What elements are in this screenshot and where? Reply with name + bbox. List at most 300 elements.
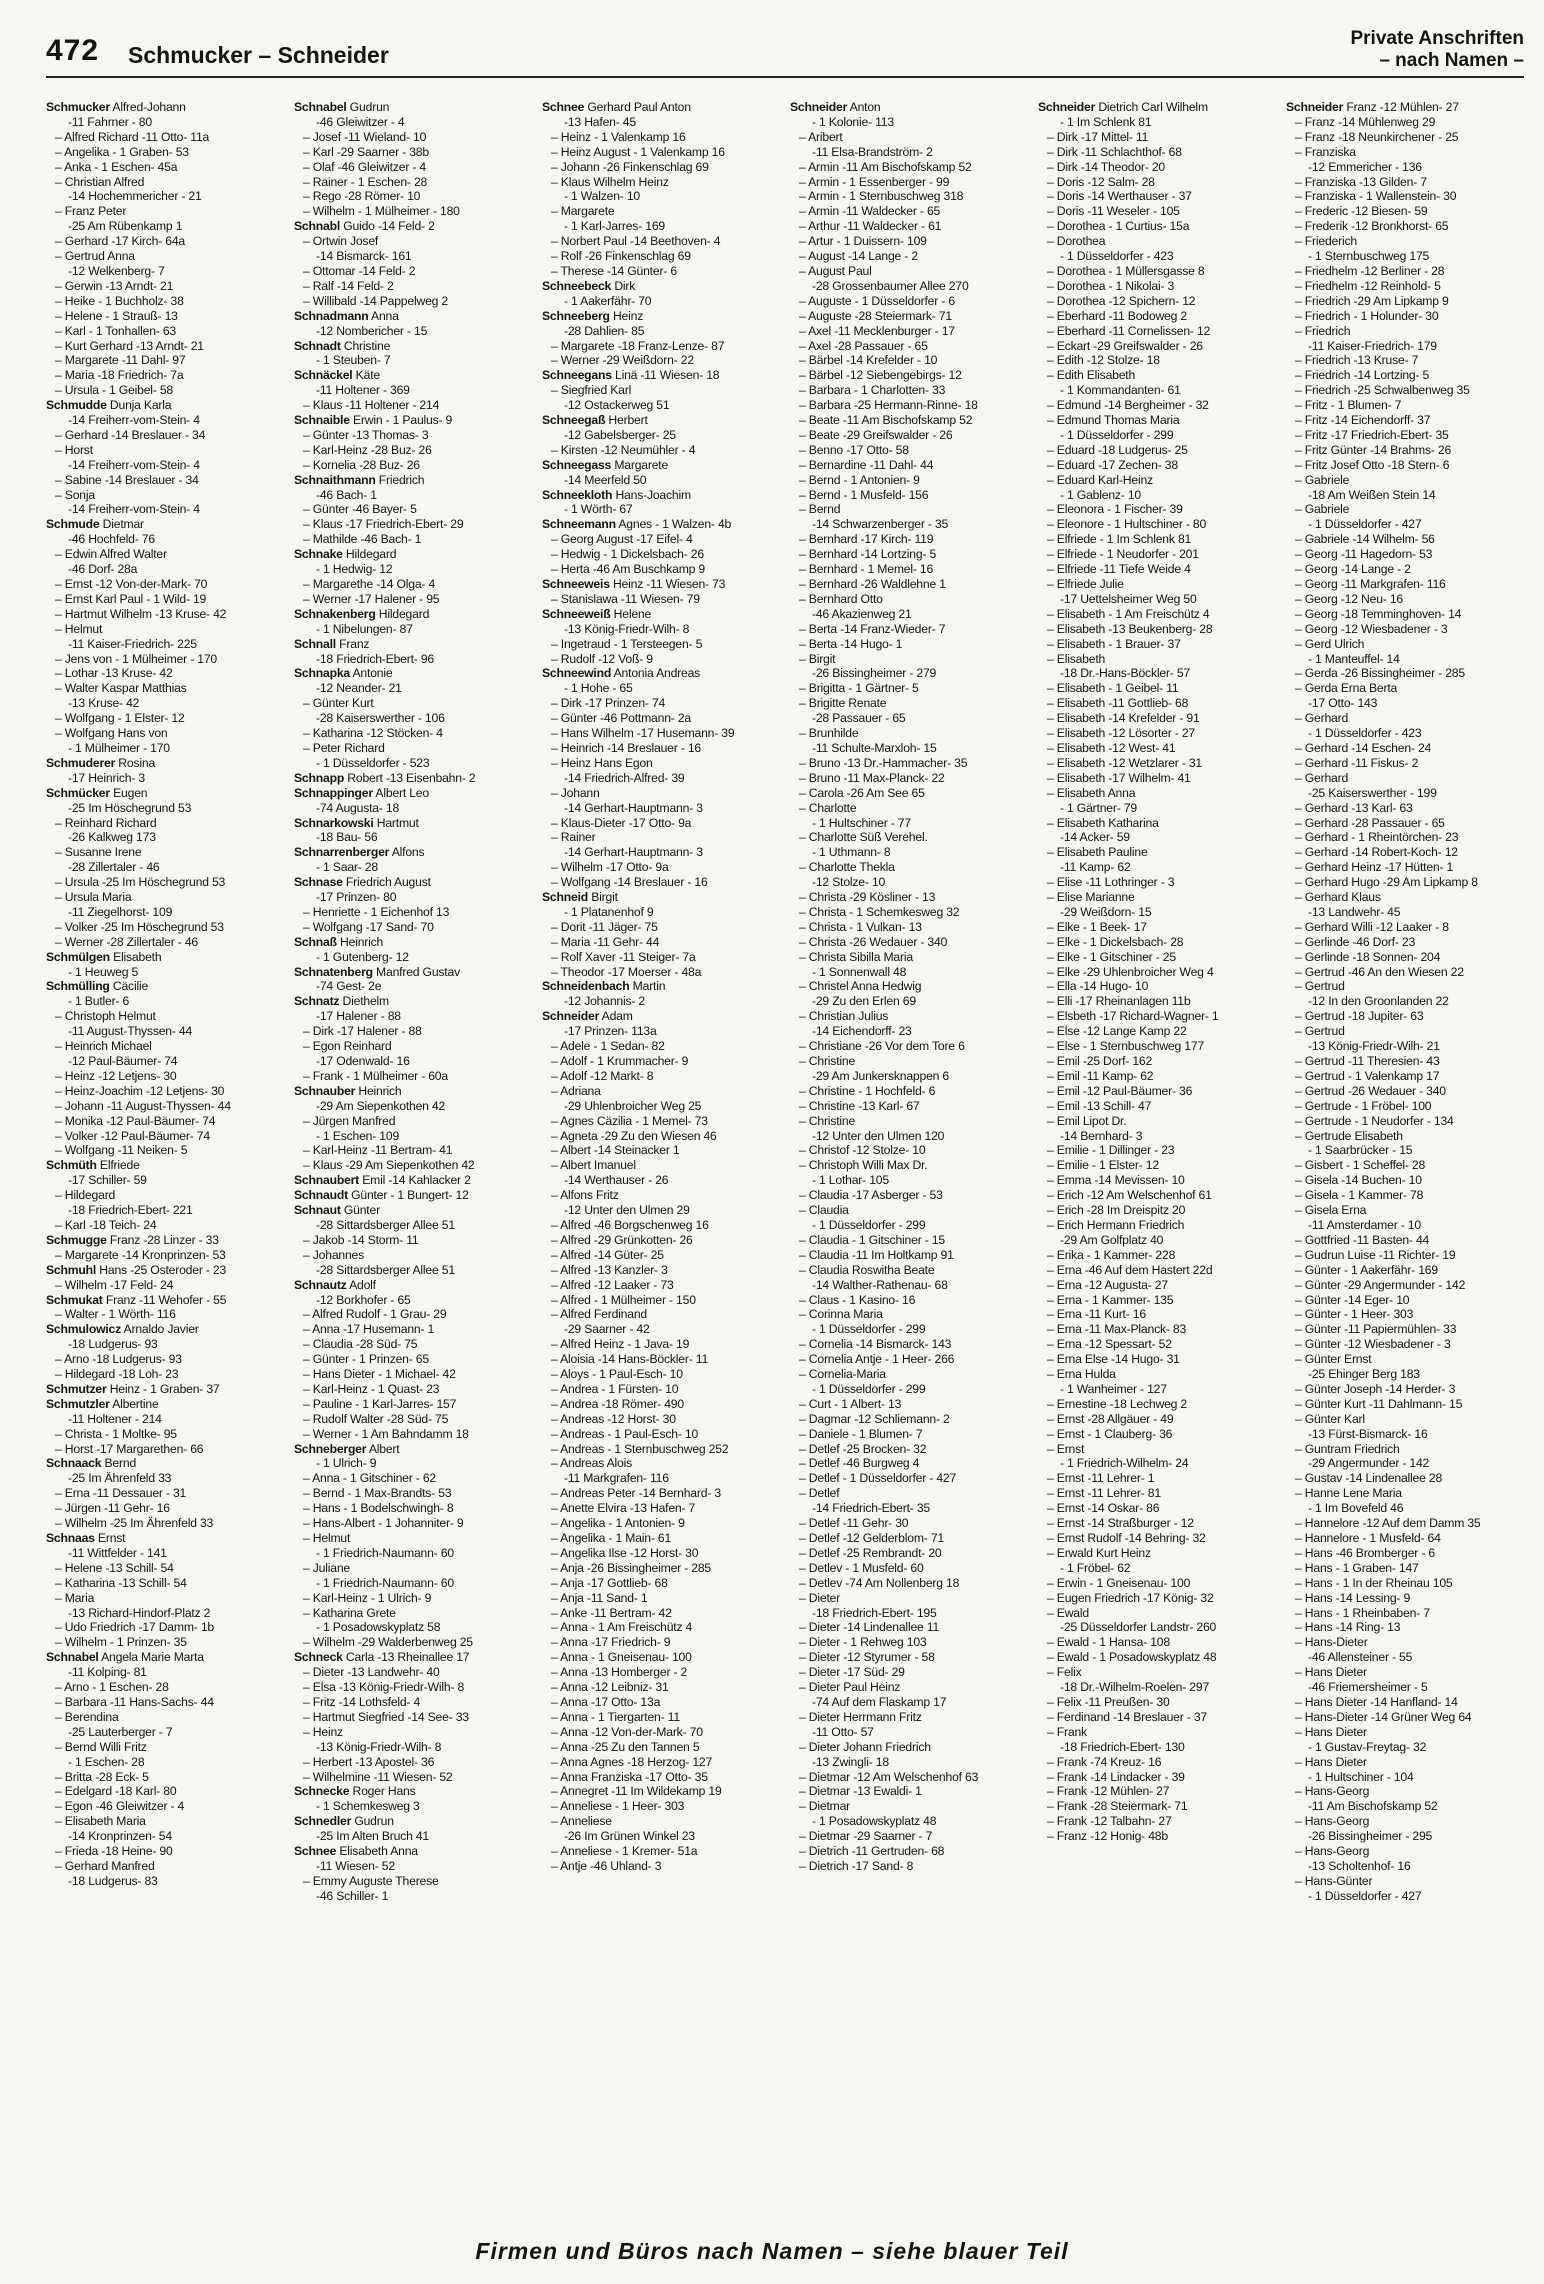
address-line: - 1 Gustav-Freytag- 32 bbox=[1308, 1739, 1427, 1754]
surname: Schnee bbox=[542, 100, 585, 114]
sub-entry: – Anja -26 Bissingheimer - 285 bbox=[551, 1560, 711, 1575]
sub-entry: – Jürgen Manfred bbox=[303, 1113, 396, 1128]
address-line: -29 Am Junkersknappen 6 bbox=[812, 1068, 949, 1083]
sub-entry: – Helene -13 Schill- 54 bbox=[55, 1560, 174, 1575]
surname-entry bbox=[294, 771, 536, 786]
sub-entry: – Anette Elvira -13 Hafen- 7 bbox=[551, 1501, 696, 1516]
address-line: - 1 Hohe - 65 bbox=[564, 681, 633, 696]
address-line: -14 Gerhart-Hauptmann- 3 bbox=[564, 845, 703, 860]
sub-entry: – Daniele - 1 Blumen- 7 bbox=[799, 1426, 923, 1441]
sub-entry: – Ursula - 1 Geibel- 58 bbox=[55, 383, 174, 398]
sub-entry: – Franziska - 1 Wallenstein- 30 bbox=[1295, 189, 1457, 204]
sub-entry: – Franz Peter bbox=[55, 204, 127, 219]
sub-entry: – Christa -29 Kösliner - 13 bbox=[799, 890, 936, 905]
sub-entry: – Charlotte bbox=[799, 800, 857, 815]
address-line: - 1 Wörth- 67 bbox=[564, 502, 633, 517]
sub-entry: – Johann -26 Finkenschlag 69 bbox=[551, 159, 709, 174]
sub-entry: – Ernst Rudolf -14 Behring- 32 bbox=[1047, 1531, 1206, 1545]
sub-entry: – Friedrich - 1 Holunder- 30 bbox=[1295, 308, 1439, 323]
surname-entry bbox=[294, 1442, 536, 1457]
sub-entry: – Elsbeth -17 Richard-Wagner- 1 bbox=[1047, 1009, 1219, 1024]
address-line: -17 Uettelsheimer Weg 50 bbox=[1060, 591, 1197, 606]
sub-entry: – Frederic -12 Biesen- 59 bbox=[1295, 204, 1428, 219]
sub-entry: – Erich -12 Am Welschenhof 61 bbox=[1047, 1188, 1212, 1203]
sub-entry: – Heinz bbox=[303, 1724, 343, 1739]
surname: Schneeweiß bbox=[542, 606, 611, 621]
address-line: -17 Heinrich- 3 bbox=[68, 770, 145, 785]
sub-entry: – Erna -11 Kurt- 16 bbox=[1047, 1307, 1146, 1322]
sub-entry: – Katharina Grete bbox=[303, 1605, 396, 1620]
sub-entry: – Karl-Heinz - 1 Quast- 23 bbox=[303, 1381, 440, 1396]
surname: Schneekloth bbox=[542, 487, 613, 502]
sub-entry: – Hans Dieter bbox=[1295, 1665, 1367, 1680]
sub-entry: – Ernestine -18 Lechweg 2 bbox=[1047, 1396, 1187, 1411]
address-line: - 1 Sonnenwall 48 bbox=[812, 964, 907, 979]
surname: Schnarrenberger bbox=[294, 845, 390, 860]
sub-entry: – Hannelore - 1 Musfeld- 64 bbox=[1295, 1531, 1441, 1545]
surname-entry bbox=[294, 666, 536, 681]
surname-entry bbox=[1038, 100, 1280, 115]
sub-entry: – Anja -11 Sand- 1 bbox=[551, 1590, 648, 1605]
sub-entry: – Charlotte Süß Verehel. bbox=[799, 830, 928, 845]
address-line: - 1 Manteuffel- 14 bbox=[1308, 651, 1400, 666]
surname-entry bbox=[294, 935, 536, 950]
sub-entry: – Rainer bbox=[551, 830, 596, 845]
sub-entry: – Elise Marianne bbox=[1047, 890, 1135, 905]
address-line: -12 Nombericher - 15 bbox=[316, 323, 428, 338]
sub-entry: – Hans Dieter - 1 Michael- 42 bbox=[303, 1367, 456, 1382]
address-line: -74 Gest- 2e bbox=[316, 979, 382, 994]
address-line: -26 Bissingheimer - 279 bbox=[812, 666, 937, 681]
address-line: -13 Kruse- 42 bbox=[68, 696, 140, 711]
surname-entry bbox=[46, 979, 288, 994]
surname-entry bbox=[294, 1814, 536, 1829]
address-line: - 1 Ulrich- 9 bbox=[316, 1456, 377, 1471]
sub-entry: – Helmut bbox=[303, 1531, 351, 1545]
address-line: -13 König-Friedr-Wilh- 21 bbox=[1308, 1039, 1440, 1054]
address-line: -11 Holtener - 214 bbox=[68, 1411, 162, 1426]
surname-entry bbox=[542, 607, 784, 622]
address-line: -25 Lauterberger - 7 bbox=[68, 1724, 173, 1739]
entry-detail: Hildegard bbox=[375, 606, 430, 621]
sub-entry: – Armin -11 Waldecker - 65 bbox=[799, 204, 941, 219]
sub-entry: – Aribert bbox=[799, 129, 843, 144]
sub-entry: – Volker -12 Paul-Bäumer- 74 bbox=[55, 1128, 210, 1143]
sub-entry: – Aloys - 1 Paul-Esch- 10 bbox=[551, 1367, 683, 1382]
surname: Schnarkowski bbox=[294, 815, 374, 830]
sub-entry: – Ewald - 1 Posadowskyplatz 48 bbox=[1047, 1650, 1217, 1665]
surname-entry bbox=[542, 309, 784, 324]
sub-entry: – Eberhard -11 Bodoweg 2 bbox=[1047, 308, 1187, 323]
address-line: -12 Neander- 21 bbox=[316, 681, 402, 696]
sub-entry: – Curt - 1 Albert- 13 bbox=[799, 1396, 902, 1411]
surname-entry bbox=[542, 577, 784, 592]
surname-entry bbox=[1286, 100, 1528, 115]
sub-entry: – Friedrich -13 Kruse- 7 bbox=[1295, 353, 1419, 368]
surname: Schmukat bbox=[46, 1292, 103, 1307]
surname: Schneegans bbox=[542, 368, 612, 383]
address-line: -28 Sittardsberger Allee 51 bbox=[316, 1262, 455, 1277]
sub-entry: – Emil -13 Schill- 47 bbox=[1047, 1098, 1152, 1113]
sub-entry: – Dagmar -12 Schliemann- 2 bbox=[799, 1411, 950, 1426]
entry-detail: Heinz - 1 Graben- 37 bbox=[106, 1381, 220, 1396]
surname-entry bbox=[294, 309, 536, 324]
sub-entry: – Ernst -12 Von-der-Mark- 70 bbox=[55, 577, 208, 591]
sub-entry: – Elfriede - 1 Neudorfer - 201 bbox=[1047, 547, 1199, 562]
sub-entry: – Christiane -26 Vor dem Tore 6 bbox=[799, 1039, 965, 1054]
sub-entry: – Erna -12 Augusta- 27 bbox=[1047, 1277, 1168, 1292]
address-line: -46 Dorf- 28a bbox=[68, 562, 138, 577]
sub-entry: – Gertrud - 1 Valenkamp 17 bbox=[1295, 1068, 1440, 1083]
sub-entry: – Barbara - 1 Charlotten- 33 bbox=[799, 383, 946, 398]
sub-entry: – Gerd Ulrich bbox=[1295, 636, 1365, 651]
entry-detail: Elisabeth Anna bbox=[336, 1844, 418, 1859]
surname: Schnaible bbox=[294, 413, 350, 428]
sub-entry: – Erna - 1 Kammer- 135 bbox=[1047, 1292, 1174, 1307]
address-line: -29 Uhlenbroicher Weg 25 bbox=[564, 1098, 702, 1113]
surname: Schneck bbox=[294, 1650, 343, 1665]
sub-entry: – Dietmar -13 Ewaldi- 1 bbox=[799, 1784, 922, 1799]
entry-detail: Linä -11 Wiesen- 18 bbox=[611, 368, 720, 383]
sub-entry: – Reinhard Richard bbox=[55, 815, 157, 830]
sub-entry: – Elise -11 Lothringer - 3 bbox=[1047, 875, 1175, 890]
sub-entry: – Andreas Alois bbox=[551, 1456, 633, 1471]
sub-entry: – Agnes Cäzilia - 1 Memel- 73 bbox=[551, 1113, 708, 1128]
sub-entry: – Georg -11 Hagedorn- 53 bbox=[1295, 547, 1433, 562]
sub-entry: – Armin - 1 Essenberger - 99 bbox=[799, 174, 950, 189]
address-line: -28 Dahlien- 85 bbox=[564, 323, 645, 338]
surname-entry bbox=[46, 756, 288, 771]
surname: Schnake bbox=[294, 547, 343, 562]
sub-entry: – Heinrich Michael bbox=[55, 1039, 152, 1054]
sub-entry: – Hildegard bbox=[55, 1188, 116, 1203]
address-line: - 1 Mülheimer - 170 bbox=[68, 740, 170, 755]
address-line: - 1 Düsseldorfer - 523 bbox=[316, 755, 430, 770]
sub-entry: – Susanne Irene bbox=[55, 845, 142, 860]
sub-entry: – Gertrud bbox=[1295, 1024, 1345, 1039]
sub-entry: – Alfred Heinz - 1 Java- 19 bbox=[551, 1337, 690, 1352]
sub-entry: – Elisabeth Pauline bbox=[1047, 845, 1148, 860]
entry-detail: Emil -14 Kahlacker 2 bbox=[359, 1173, 471, 1188]
entry-detail: Heinz bbox=[609, 308, 644, 323]
address-line: -29 Zu den Erlen 69 bbox=[812, 994, 916, 1009]
directory-column bbox=[1286, 100, 1528, 2230]
sub-entry: – Wilhelm -29 Walderbenweg 25 bbox=[303, 1635, 473, 1650]
sub-entry: – Eduard -17 Zechen- 38 bbox=[1047, 457, 1178, 472]
sub-entry: – Barbara -11 Hans-Sachs- 44 bbox=[55, 1694, 214, 1709]
sub-entry: – Georg -11 Markgrafen- 116 bbox=[1295, 577, 1446, 591]
sub-entry: – Hartmut Wilhelm -13 Kruse- 42 bbox=[55, 606, 227, 621]
sub-entry: – Christian Alfred bbox=[55, 174, 145, 189]
sub-entry: – Elisabeth -12 Wetzlarer - 31 bbox=[1047, 755, 1202, 770]
sub-entry: – Berendina bbox=[55, 1709, 119, 1724]
address-line: -18 Ludgerus- 83 bbox=[68, 1873, 158, 1888]
sub-entry: – Gabriele -14 Wilhelm- 56 bbox=[1295, 532, 1435, 547]
address-line: -14 Bernhard- 3 bbox=[1060, 1128, 1143, 1143]
sub-entry: – Gertrud -26 Wedauer - 340 bbox=[1295, 1083, 1446, 1098]
surname: Schnapp bbox=[294, 770, 345, 785]
sub-entry: – Udo Friedrich -17 Damm- 1b bbox=[55, 1620, 214, 1635]
sub-entry: – Horst bbox=[55, 442, 93, 457]
sub-entry: – Dieter Herrmann Fritz bbox=[799, 1709, 922, 1724]
surname: Schnabl bbox=[294, 219, 341, 234]
surname: Schnall bbox=[294, 636, 336, 651]
address-line: - 1 Düsseldorfer - 299 bbox=[1060, 427, 1174, 442]
surname-entry bbox=[542, 666, 784, 681]
sub-entry: – Anna - 1 Am Freischütz 4 bbox=[551, 1620, 693, 1635]
sub-entry: – Emil -25 Dorf- 162 bbox=[1047, 1054, 1153, 1068]
address-line: - 1 Fröbel- 62 bbox=[1060, 1560, 1131, 1575]
entry-detail: Robert -13 Eisenbahn- 2 bbox=[344, 770, 476, 785]
sub-entry: – Anneliese - 1 Heer- 303 bbox=[551, 1799, 685, 1814]
address-line: -12 Unter den Ulmen 29 bbox=[564, 1203, 690, 1218]
surname-entry bbox=[542, 979, 784, 994]
address-line: -17 Prinzen- 113a bbox=[564, 1024, 657, 1039]
sub-entry: – Hans - 1 Graben- 147 bbox=[1295, 1560, 1419, 1575]
page-header bbox=[46, 28, 1524, 78]
address-line: -18 Dr.-Hans-Böckler- 57 bbox=[1060, 666, 1190, 681]
surname-entry bbox=[294, 1844, 536, 1859]
sub-entry: – Dirk -17 Mittel- 11 bbox=[1047, 129, 1149, 144]
sub-entry: – Frank -28 Steiermark- 71 bbox=[1047, 1799, 1188, 1814]
sub-entry: – Christa - 1 Schemkesweg 32 bbox=[799, 904, 960, 919]
surname-entry bbox=[542, 890, 784, 905]
sub-entry: – Elisabeth - 1 Am Freischütz 4 bbox=[1047, 606, 1210, 621]
sub-entry: – Hans - 1 Bodelschwingh- 8 bbox=[303, 1501, 454, 1516]
sub-entry: – Hedwig - 1 Dickelsbach- 26 bbox=[551, 547, 704, 562]
surname: Schneebeck bbox=[542, 278, 612, 293]
sub-entry: – Johann bbox=[551, 785, 600, 800]
sub-entry: – Wilhelm -25 Im Ährenfeld 33 bbox=[55, 1516, 214, 1531]
sub-entry: – Adolf - 1 Krummacher- 9 bbox=[551, 1054, 689, 1068]
sub-entry: – Ewald - 1 Hansa- 108 bbox=[1047, 1635, 1170, 1650]
entry-detail: Alfons bbox=[389, 845, 425, 860]
address-line: -28 Grossenbaumer Allee 270 bbox=[812, 278, 969, 293]
address-line: -18 Friedrich-Ebert- 221 bbox=[68, 1203, 193, 1218]
entry-detail: Carla -13 Rheinallee 17 bbox=[342, 1650, 470, 1665]
surname-entry bbox=[542, 458, 784, 473]
sub-entry: – Eugen Friedrich -17 König- 32 bbox=[1047, 1590, 1214, 1605]
sub-entry: – Günter Kurt -11 Dahlmann- 15 bbox=[1295, 1396, 1463, 1411]
sub-entry: – Cornelia Antje - 1 Heer- 266 bbox=[799, 1352, 955, 1367]
sub-entry: – Doris -14 Werthauser - 37 bbox=[1047, 189, 1192, 204]
surname: Schmugge bbox=[46, 1232, 107, 1247]
sub-entry: – Rolf Xaver -11 Steiger- 7a bbox=[551, 949, 696, 964]
address-line: - 1 Hultschiner - 104 bbox=[1308, 1769, 1414, 1784]
surname-entry bbox=[294, 219, 536, 234]
sub-entry: – Bärbel -12 Siebengebirgs- 12 bbox=[799, 368, 962, 383]
sub-entry: – Claudia -28 Süd- 75 bbox=[303, 1337, 418, 1352]
sub-entry: – Helmut bbox=[55, 621, 103, 636]
sub-entry: – Gerwin -13 Arndt- 21 bbox=[55, 278, 174, 293]
surname-entry bbox=[294, 1173, 536, 1188]
sub-entry: – Elsa -13 König-Friedr-Wilh- 8 bbox=[303, 1680, 465, 1695]
surname-entry bbox=[46, 1382, 288, 1397]
sub-entry: – Georg -12 Wiesbadener - 3 bbox=[1295, 621, 1448, 636]
entry-detail: Franz -12 Mühlen- 27 bbox=[1343, 100, 1459, 114]
header-right-line2: – nach Namen – bbox=[1379, 50, 1524, 71]
entry-detail: Dietmar bbox=[99, 517, 144, 532]
sub-entry: – Maria -18 Friedrich- 7a bbox=[55, 368, 184, 383]
surname-entry bbox=[294, 816, 536, 831]
address-line: -25 Im Ährenfeld 33 bbox=[68, 1471, 172, 1486]
sub-entry: – Hartmut Siegfried -14 See- 33 bbox=[303, 1709, 469, 1724]
address-line: - 1 Düsseldorfer - 423 bbox=[1060, 249, 1174, 264]
sub-entry: – Andreas - 1 Paul-Esch- 10 bbox=[551, 1426, 699, 1441]
surname: Schnaithmann bbox=[294, 472, 376, 487]
address-line: -12 Paul-Bäumer- 74 bbox=[68, 1054, 178, 1068]
address-line: -13 Hafen- 45 bbox=[564, 114, 636, 129]
sub-entry: – Elisabeth Anna bbox=[1047, 785, 1136, 800]
sub-entry: – Günter Karl bbox=[1295, 1411, 1365, 1426]
address-line: -18 Am Weißen Stein 14 bbox=[1308, 487, 1436, 502]
sub-entry: – Hans -14 Ring- 13 bbox=[1295, 1620, 1401, 1635]
entry-detail: Agnes - 1 Walzen- 4b bbox=[615, 517, 732, 532]
sub-entry: – Margarete -14 Kronprinzen- 53 bbox=[55, 1247, 226, 1262]
sub-entry: – Kirsten -12 Neumühler - 4 bbox=[551, 442, 696, 457]
address-line: -74 Auf dem Flaskamp 17 bbox=[812, 1694, 947, 1709]
entry-detail: Eugen bbox=[109, 785, 148, 800]
address-line: -14 Freiherr-vom-Stein- 4 bbox=[68, 413, 200, 428]
address-line: -13 Richard-Hindorf-Platz 2 bbox=[68, 1605, 211, 1620]
sub-entry: – Emil -11 Kamp- 62 bbox=[1047, 1068, 1154, 1083]
sub-entry: – Felix bbox=[1047, 1665, 1082, 1680]
surname: Schmucker bbox=[46, 100, 110, 114]
sub-entry: – Frank bbox=[1047, 1724, 1087, 1739]
surname-entry bbox=[46, 1456, 288, 1471]
address-line: - 1 Posadowskyplatz 48 bbox=[812, 1814, 937, 1829]
address-line: -17 Schiller- 59 bbox=[68, 1173, 147, 1188]
surname: Schmüth bbox=[46, 1158, 97, 1173]
sub-entry: – Elisabeth -12 West- 41 bbox=[1047, 740, 1176, 755]
sub-entry: – Elke -29 Uhlenbroicher Weg 4 bbox=[1047, 964, 1214, 979]
sub-entry: – August Paul bbox=[799, 263, 872, 278]
entry-detail: Guido -14 Feld- 2 bbox=[340, 219, 435, 234]
sub-entry: – Anna -13 Homberger - 2 bbox=[551, 1665, 688, 1680]
sub-entry: – Friederich bbox=[1295, 234, 1357, 249]
surname: Schnaubert bbox=[294, 1173, 360, 1188]
sub-entry: – Detlef -25 Rembrandt- 20 bbox=[799, 1545, 942, 1560]
sub-entry: – Gisela -14 Buchen- 10 bbox=[1295, 1173, 1422, 1188]
sub-entry: – Ferdinand -14 Breslauer - 37 bbox=[1047, 1709, 1207, 1724]
sub-entry: – Dieter Paul Heinz bbox=[799, 1680, 901, 1695]
sub-entry: – Elisabeth - 1 Brauer- 37 bbox=[1047, 636, 1181, 651]
sub-entry: – Christine - 1 Hochfeld- 6 bbox=[799, 1083, 936, 1098]
address-line: -14 Freiherr-vom-Stein- 4 bbox=[68, 502, 200, 517]
address-line: - 1 Karl-Jarres- 169 bbox=[564, 219, 665, 234]
directory-columns bbox=[46, 100, 1524, 2230]
sub-entry: – Günter - 1 Heer- 303 bbox=[1295, 1307, 1414, 1322]
entry-detail: Manfred Gustav bbox=[372, 964, 460, 979]
sub-entry: – Maria bbox=[55, 1590, 95, 1605]
sub-entry: – Elfriede - 1 Im Schlenk 81 bbox=[1047, 532, 1192, 547]
sub-entry: – Heinrich -14 Breslauer - 16 bbox=[551, 740, 702, 755]
entry-detail: Erwin - 1 Paulus- 9 bbox=[349, 413, 453, 428]
entry-detail: Heinz -11 Wiesen- 73 bbox=[609, 577, 726, 591]
sub-entry: – Ernst -28 Allgäuer - 49 bbox=[1047, 1411, 1174, 1426]
surname-entry bbox=[294, 1650, 536, 1665]
address-line: -11 Holtener - 369 bbox=[316, 383, 410, 398]
surname: Schnatenberg bbox=[294, 964, 373, 979]
entry-detail: Herbert bbox=[605, 413, 648, 428]
sub-entry: – Christine -13 Karl- 67 bbox=[799, 1098, 920, 1113]
sub-entry: – Ernst -14 Straßburger - 12 bbox=[1047, 1516, 1194, 1531]
sub-entry: – Christa - 1 Vulkan- 13 bbox=[799, 919, 922, 934]
sub-entry: – Detlev -74 Am Nollenberg 18 bbox=[799, 1575, 960, 1590]
address-line: -14 Gerhart-Hauptmann- 3 bbox=[564, 800, 703, 815]
entry-detail: Helene bbox=[610, 606, 652, 621]
address-line: - 1 Düsseldorfer - 427 bbox=[1308, 1888, 1422, 1903]
sub-entry: – Cornelia -14 Bismarck- 143 bbox=[799, 1337, 952, 1352]
surname: Schneider bbox=[1038, 100, 1096, 114]
address-line: -11 Wittfelder - 141 bbox=[68, 1545, 167, 1560]
entry-detail: Adam bbox=[599, 1009, 633, 1024]
sub-entry: – Gerhard -28 Passauer - 65 bbox=[1295, 815, 1445, 830]
address-line: -14 Friedrich-Alfred- 39 bbox=[564, 770, 685, 785]
surname: Schmutzer bbox=[46, 1381, 107, 1396]
address-line: -29 Angermunder - 142 bbox=[1308, 1456, 1430, 1471]
sub-entry: – Anna - 1 Gneisenau- 100 bbox=[551, 1650, 692, 1665]
sub-entry: – Volker -25 Im Höschegrund 53 bbox=[55, 919, 224, 934]
sub-entry: – Adele - 1 Sedan- 82 bbox=[551, 1039, 665, 1054]
entry-detail: Günter - 1 Bungert- 12 bbox=[347, 1188, 469, 1203]
sub-entry: – Gottfried -11 Basten- 44 bbox=[1295, 1232, 1430, 1247]
sub-entry: – Anna Agnes -18 Herzog- 127 bbox=[551, 1754, 713, 1769]
sub-entry: – Doris -11 Weseler - 105 bbox=[1047, 204, 1180, 219]
sub-entry: – Frank -74 Kreuz- 16 bbox=[1047, 1754, 1162, 1769]
surname: Schnaß bbox=[294, 934, 337, 949]
sub-entry: – Anna - 1 Tiergarten- 11 bbox=[551, 1709, 680, 1724]
surname: Schnaack bbox=[46, 1456, 102, 1471]
address-line: -12 Emmericher - 136 bbox=[1308, 159, 1422, 174]
sub-entry: – Bernhard - 1 Memel- 16 bbox=[799, 562, 934, 577]
sub-entry: – Erwin - 1 Gneisenau- 100 bbox=[1047, 1575, 1191, 1590]
surname: Schneeweis bbox=[542, 577, 610, 591]
surname-entry bbox=[46, 786, 288, 801]
surname: Schnautz bbox=[294, 1277, 347, 1292]
surname: Schneemann bbox=[542, 517, 616, 532]
sub-entry: – Axel -11 Mecklenburger - 17 bbox=[799, 323, 955, 338]
sub-entry: – Walter Kaspar Matthias bbox=[55, 681, 187, 696]
sub-entry: – Anneliese bbox=[551, 1814, 612, 1829]
sub-entry: – Wilhelm -17 Feld- 24 bbox=[55, 1277, 174, 1292]
sub-entry: – Arthur -11 Waldecker - 61 bbox=[799, 219, 942, 234]
entry-detail: Diethelm bbox=[339, 994, 390, 1009]
address-line: -12 Borkhofer - 65 bbox=[316, 1292, 411, 1307]
sub-entry: – Hans-Günter bbox=[1295, 1873, 1373, 1888]
sub-entry: – Hildegard -18 Loh- 23 bbox=[55, 1367, 179, 1382]
sub-entry: – Edmund Thomas Maria bbox=[1047, 413, 1180, 428]
sub-entry: – Franziska -13 Gilden- 7 bbox=[1295, 174, 1427, 189]
entry-detail: Käte bbox=[352, 368, 380, 383]
sub-entry: – Detlef -46 Burgweg 4 bbox=[799, 1456, 920, 1471]
surname: Schnecke bbox=[294, 1784, 350, 1799]
sub-entry: – Bernardine -11 Dahl- 44 bbox=[799, 457, 934, 472]
sub-entry: – Bernd - 1 Antonien- 9 bbox=[799, 472, 920, 487]
surname: Schnabel bbox=[46, 1650, 99, 1665]
sub-entry: – Hans-Dieter bbox=[1295, 1635, 1368, 1650]
sub-entry: – Wilhelmine -11 Wiesen- 52 bbox=[303, 1769, 453, 1784]
sub-entry: – Ernst - 1 Clauberg- 36 bbox=[1047, 1426, 1173, 1441]
sub-entry: – Hans - 1 In der Rheinau 105 bbox=[1295, 1575, 1453, 1590]
address-line: - 1 Schemkesweg 3 bbox=[316, 1799, 420, 1814]
address-line: -25 Kaiserswerther - 199 bbox=[1308, 785, 1437, 800]
sub-entry: – Monika -12 Paul-Bäumer- 74 bbox=[55, 1113, 216, 1128]
sub-entry: – Frank -12 Mühlen- 27 bbox=[1047, 1784, 1170, 1799]
surname-entry bbox=[542, 1009, 784, 1024]
surname: Schmülgen bbox=[46, 949, 110, 964]
address-line: -17 Halener - 88 bbox=[316, 1009, 401, 1024]
